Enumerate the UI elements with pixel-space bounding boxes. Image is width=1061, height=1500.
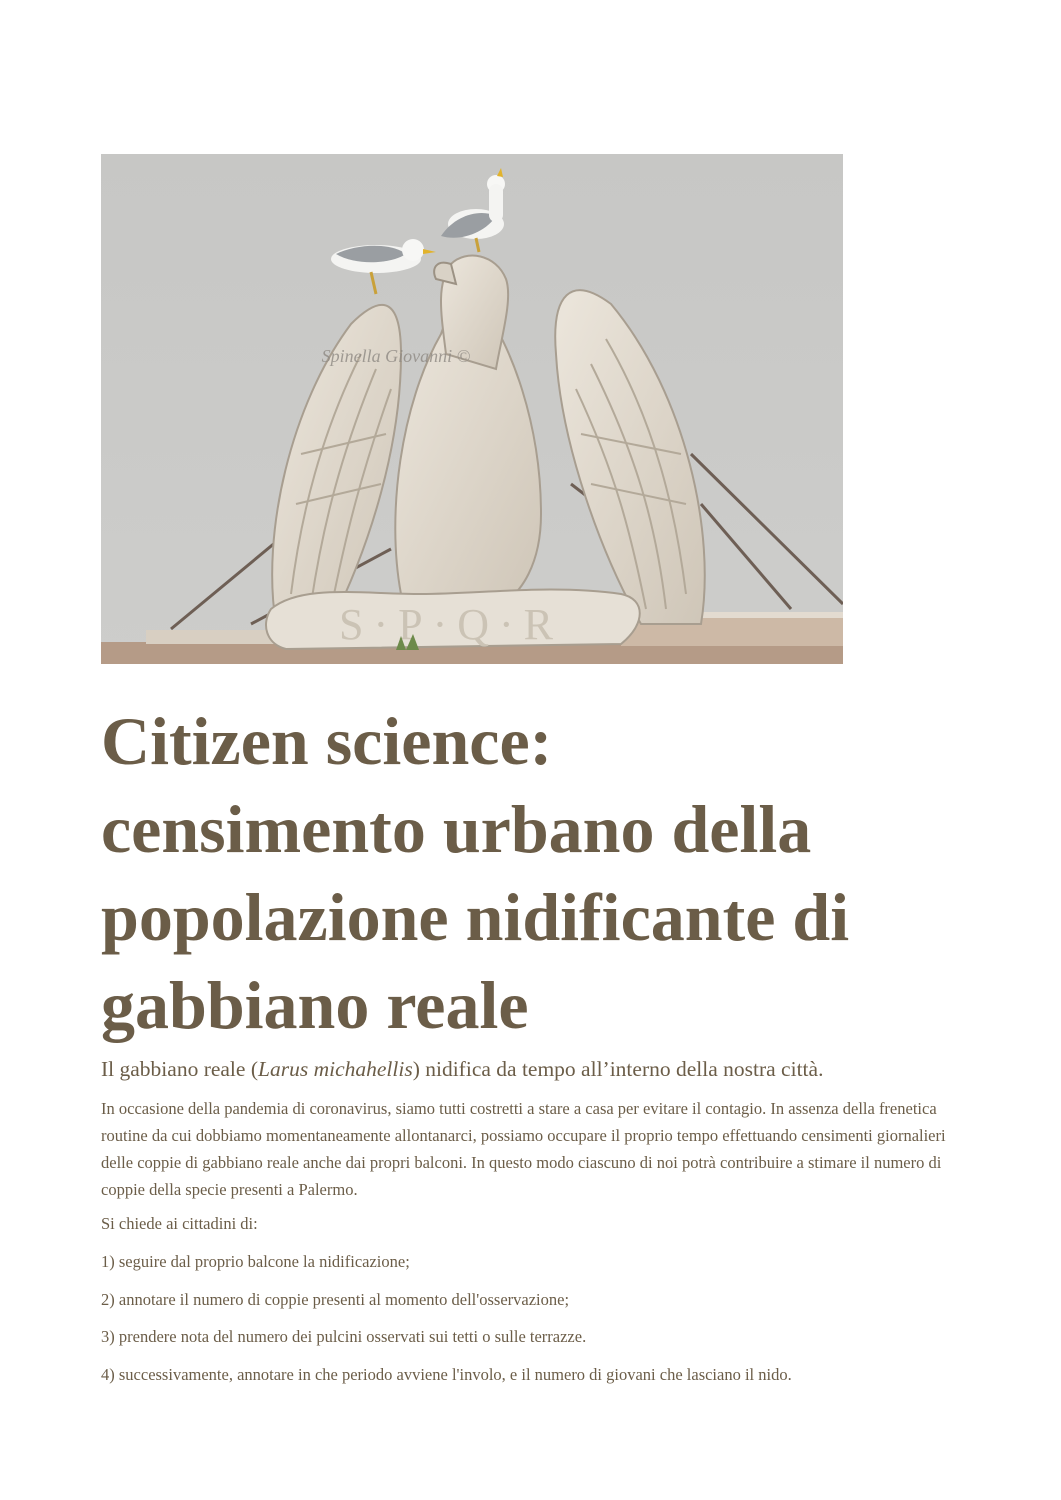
intro-paragraph: In occasione della pandemia di coronavirus, siamo tutti costretti a stare a casa per evitare il contagio. In assenza della frenetica routine da cui dobbiamo momentaneamente allontanarci, possiamo occupare il proprio tempo effettuando censimenti giornalieri delle coppie di gabbiano reale anche dai propri balconi. In questo modo ciascuno di noi potrà contribuire a stimare il numero di coppie della specie presenti a Palermo. — [101, 1099, 946, 1199]
plinth-inscription: S·P·Q·R — [338, 600, 564, 649]
title-line-2: censimento urbano della — [101, 791, 812, 867]
step-4: 4) successivamente, annotare in che periodo avviene l'involo, e il numero di giovani che lasciano il nido. — [101, 1365, 792, 1384]
lead-sentence — [101, 1055, 981, 1083]
lead-before: Il gabbiano reale ( — [101, 1057, 258, 1081]
title-line-4: gabbiano reale — [101, 967, 529, 1043]
eagle-statue-photo — [101, 154, 843, 664]
request-intro: Si chiede ai cittadini di: — [101, 1214, 258, 1233]
photo-watermark: Spinella Giovanni © — [321, 346, 471, 366]
lead-after: ) nidifica da tempo all’interno della nostra città. — [412, 1057, 824, 1081]
species-name: Larus michahellis — [258, 1057, 413, 1081]
title-line-3: popolazione nidificante di — [101, 879, 850, 955]
step-3: 3) prendere nota del numero dei pulcini osservati sui tetti o sulle terrazze. — [101, 1327, 587, 1346]
step-2: 2) annotare il numero di coppie presenti al momento dell'osservazione; — [101, 1290, 570, 1309]
article-title — [101, 697, 981, 1049]
title-line-1: Citizen science: — [101, 703, 553, 779]
step-1: 1) seguire dal proprio balcone la nidificazione; — [101, 1252, 410, 1271]
